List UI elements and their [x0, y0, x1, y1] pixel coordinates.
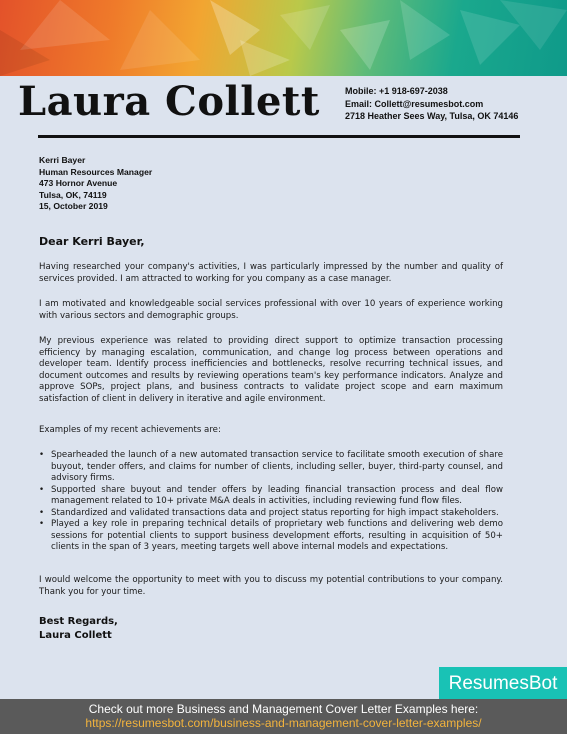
contact-email: Email: Collett@resumesbot.com	[345, 98, 484, 109]
letter-date: 15, October 2019	[39, 201, 108, 212]
recipient-street: 473 Hornor Avenue	[39, 178, 118, 189]
paragraph-closing: I would welcome the opportunity to meet with you to discuss my potential contributions to your company. Thank you for your time.	[39, 575, 503, 597]
footer-link[interactable]: https://resumesbot.com/business-and-management-cover-letter-examples/	[85, 716, 482, 730]
recipient-block	[39, 155, 152, 213]
applicant-name: Laura Collett	[18, 78, 320, 125]
signature-name: Laura Collett	[39, 629, 112, 641]
list-item: • Played a key role in preparing technical details of proprietary web functions and delivering web demo sessions for potential clients to support business development efforts, resulting in acquisition of 50+ clients in the span of 3 years, meeting targets well above internal models and expectations.	[39, 519, 503, 554]
contact-info	[345, 85, 518, 123]
recipient-title: Human Resources Manager	[39, 166, 153, 177]
header-banner	[0, 0, 567, 76]
paragraph-experience-summary: I am motivated and knowledgeable social services professional with over 10 years of experience working with various sectors and demographic groups.	[39, 299, 503, 321]
achievements-list	[39, 450, 503, 554]
recipient-city: Tulsa, OK, 74119	[39, 189, 107, 200]
footer-text: Check out more Business and Management Cover Letter Examples here:	[88, 702, 479, 716]
footer-banner	[0, 699, 567, 734]
paragraph-achievements-intro: Examples of my recent achievements are:	[39, 425, 221, 435]
list-item: • Standardized and validated transactions data and project status reporting for high impact stakeholders.	[39, 508, 503, 520]
list-item: • Supported share buyout and tender offers by leading financial transaction process and deal flow management related to 10+ private M&A deals in activities, including reviewing fund flow files.	[39, 485, 503, 508]
signature-block	[39, 615, 118, 642]
recipient-name: Kerri Bayer	[39, 155, 86, 165]
paragraph-intro: Having researched your company's activities, I was particularly impressed by the number and quality of services provided. I am attracted to working for you company as a case manager.	[39, 262, 503, 284]
resumesbot-logo[interactable]: ResumesBot	[439, 667, 567, 700]
header-divider	[38, 135, 520, 138]
contact-address: 2718 Heather Sees Way, Tulsa, OK 74146	[345, 111, 519, 122]
paragraph-previous-experience: My previous experience was related to providing direct support to optimize transaction processing efficiency by managing escalation, communication, and change log process between operations and developer team. Identify process inefficiencies and bottlenecks, resolve recurring technical issues, and document outcomes and results by reviewing operations team's key performance indicators. Analyze and approve SOPs, project plans, and business contracts to validate project scope and earn maximum satisfaction of client in delivery in iterative and agile environment.	[39, 336, 503, 404]
contact-mobile: Mobile: +1 918-697-2038	[345, 86, 448, 96]
signoff: Best Regards,	[39, 616, 118, 627]
list-item: • Spearheaded the launch of a new automated transaction service to facilitate smooth execution of share buyout, tender offers, and claims for number of clients, including seller, buyer, third-party counsel, and advisory firms.	[39, 450, 503, 485]
greeting: Dear Kerri Bayer,	[39, 235, 145, 248]
